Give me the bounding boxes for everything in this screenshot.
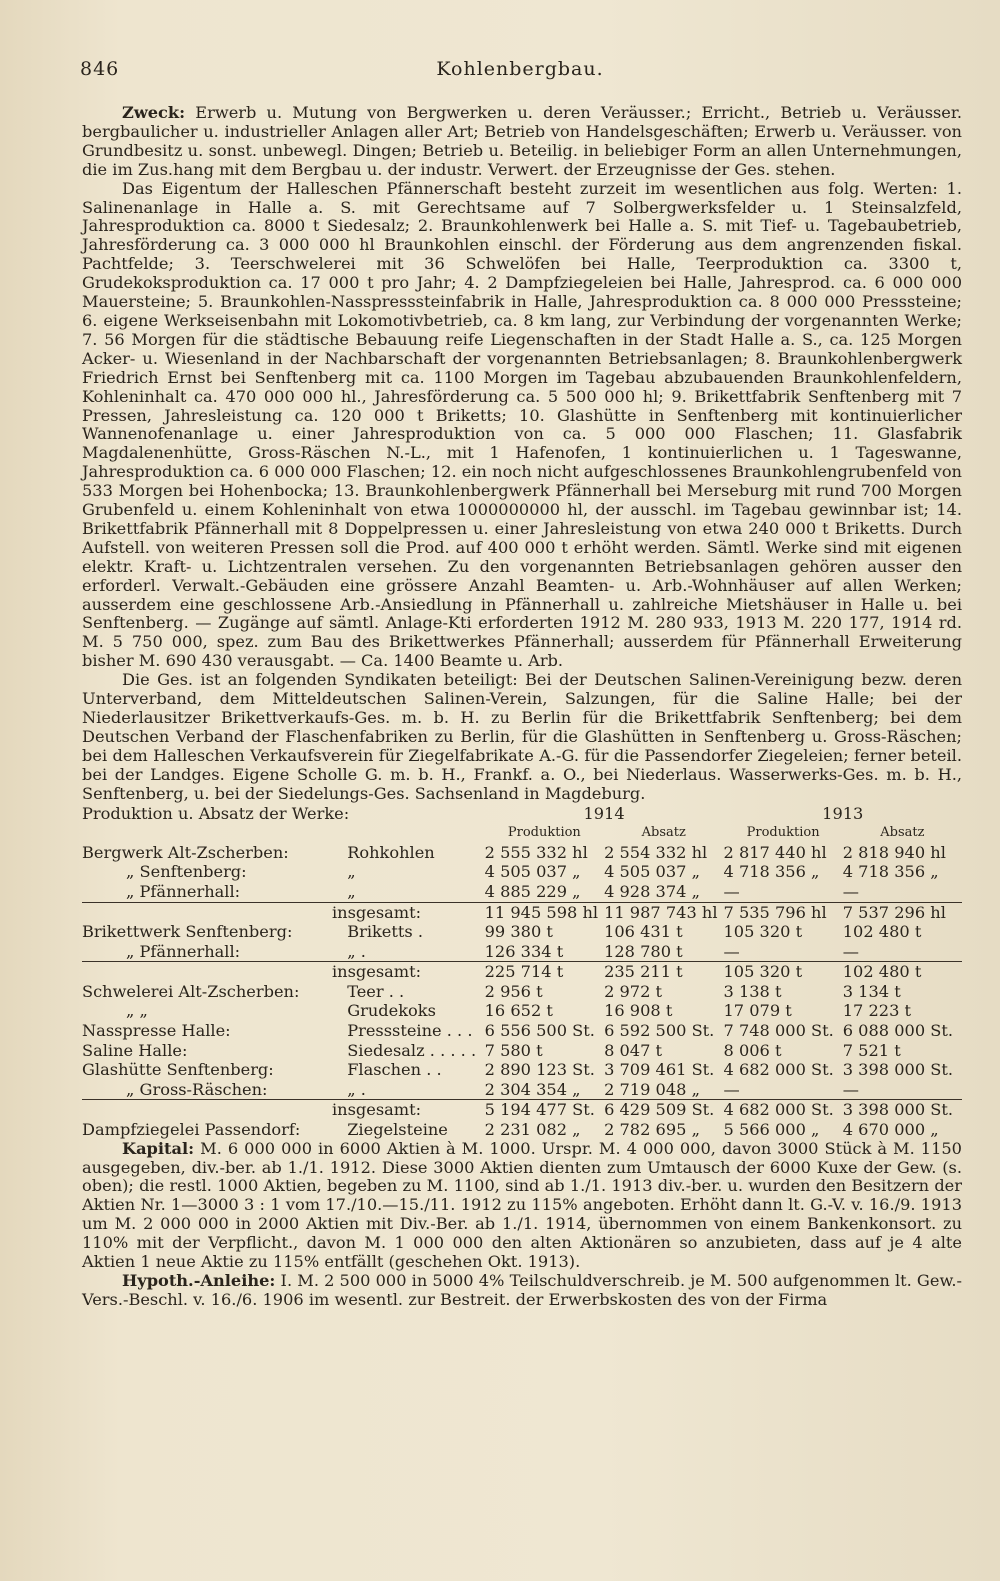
- value-produktion-1913: 5 566 000 „: [723, 1120, 820, 1140]
- value-absatz-1914: 6 592 500 St.: [604, 1021, 715, 1041]
- value-produktion-1914: 2 555 332 hl: [484, 842, 588, 862]
- value-absatz-1914: 4 505 037 „: [604, 862, 700, 882]
- col-produktion-1914: Produktion: [507, 825, 581, 841]
- value-produktion-1914: 99 380 t: [484, 922, 553, 942]
- table-row: [82, 862, 962, 882]
- value-absatz-1913: 17 223 t: [842, 1001, 912, 1021]
- value-produktion-1914: 2 956 t: [484, 981, 543, 1001]
- table-row: [82, 982, 962, 1002]
- production-heading: Produktion u. Absatz der Werke:: [82, 803, 350, 823]
- row-product: „ .: [347, 941, 366, 961]
- col-produktion-1913: Produktion: [746, 825, 820, 841]
- value-produktion-1914: 4 885 229 „: [484, 881, 581, 901]
- value-absatz-1914: 3 709 461 St.: [604, 1060, 715, 1080]
- production-subheading-row: [82, 823, 962, 843]
- value-produktion-1913: 2 817 440 hl: [723, 842, 827, 862]
- value-produktion-1913: 105 320 t: [724, 962, 843, 982]
- value-absatz-1913: 2 818 940 hl: [842, 842, 946, 862]
- row-product: Presssteine . . .: [347, 1021, 473, 1041]
- syndikate-paragraph: Die Ges. ist an folgenden Syndikaten beteiligt: Bei der Deutschen Salinen-Vereinigung bezw. deren Unterverband, dem Mitteldeutschen Salinen-Verein, Salzungen, für die Saline Halle; bei der Niederlausitzer Brikettverkaufs-Ges. m. b. H. zu Berlin für die Brikettfabrik Senftenberg; bei dem Deutschen Verband der Flaschenfabriken zu Berlin, für die Glashütten in Senftenberg u. Gross-Räschen; bei dem Halleschen Verkaufsverein für Ziegelfabrikate A.-G. für die Passendorfer Ziegeleien; ferner beteil. bei der Landges. Eigene Scholle G. m. b. H., Frankf. a. O., bei Niederlaus. Wasserwerks-Ges. m. b. H., Senftenberg, u. bei der Siedelungs-Ges. Sachsenland in Magdeburg.: [82, 670, 962, 803]
- value-produktion-1913: 4 718 356 „: [723, 862, 820, 882]
- table-row: [82, 1080, 962, 1100]
- value-produktion-1914: 2 231 082 „: [484, 1120, 581, 1140]
- value-produktion-1913: 4 682 000 St.: [723, 1060, 834, 1080]
- row-product: Flaschen . .: [347, 1060, 442, 1080]
- row-name: Bergwerk Alt-Zscherben:: [82, 842, 289, 862]
- page-body: [82, 104, 962, 1310]
- value-absatz-1913: 3 134 t: [842, 981, 901, 1001]
- hypoth-text: I. M. 2 500 000 in 5000 4% Teilschuldverschreib. je M. 500 aufgenommen lt. Gew.-Vers.-Beschl. v. 16./6. 1906 im wesentl. zur Bestreit. der Erwerbskosten des von der Firma: [82, 1270, 962, 1309]
- table-total-row: [82, 962, 962, 982]
- value-produktion-1914: 225 714 t: [485, 962, 604, 982]
- value-absatz-1913: —: [842, 881, 859, 901]
- kapital-label: Kapital:: [122, 1138, 195, 1158]
- value-absatz-1913: 4 718 356 „: [842, 862, 939, 882]
- value-produktion-1913: 105 320 t: [723, 922, 803, 942]
- row-name: Nasspresse Halle:: [82, 1021, 231, 1041]
- value-absatz-1914: 6 429 509 St.: [604, 1100, 723, 1120]
- value-absatz-1913: 7 537 296 hl: [843, 902, 962, 922]
- value-produktion-1914: 11 945 598 hl: [485, 902, 604, 922]
- year-1914: 1914: [583, 803, 625, 823]
- hypoth-label: Hypoth.-Anleihe:: [122, 1270, 276, 1290]
- value-absatz-1914: 235 211 t: [604, 962, 723, 982]
- value-absatz-1914: 2 782 695 „: [604, 1120, 700, 1140]
- row-name: Schwelerei Alt-Zscherben:: [82, 981, 300, 1001]
- value-produktion-1914: 5 194 477 St.: [485, 1100, 604, 1120]
- value-produktion-1914: 2 304 354 „: [484, 1079, 581, 1099]
- row-product: „: [347, 881, 356, 901]
- row-product: Briketts .: [347, 922, 423, 942]
- row-name: „ „: [126, 1001, 148, 1021]
- value-absatz-1913: 7 521 t: [842, 1040, 901, 1060]
- value-produktion-1914: 7 580 t: [484, 1040, 543, 1060]
- table-row: [82, 843, 962, 863]
- value-produktion-1914: 2 890 123 St.: [484, 1060, 595, 1080]
- value-absatz-1914: 2 972 t: [604, 981, 663, 1001]
- value-absatz-1913: 6 088 000 St.: [842, 1021, 954, 1041]
- production-heading-row: [82, 804, 962, 824]
- value-produktion-1913: 17 079 t: [723, 1001, 792, 1021]
- value-absatz-1914: 8 047 t: [604, 1040, 663, 1060]
- table-row: [82, 1041, 962, 1061]
- value-absatz-1914: 4 928 374 „: [604, 881, 700, 901]
- value-absatz-1913: 3 398 000 St.: [843, 1100, 962, 1120]
- value-absatz-1914: 16 908 t: [604, 1001, 673, 1021]
- kapital-paragraph: [82, 1140, 962, 1272]
- col-absatz-1914: Absatz: [641, 825, 686, 841]
- value-produktion-1913: —: [723, 941, 740, 961]
- row-product: Grudekoks: [347, 1001, 436, 1021]
- row-name: Brikettwerk Senftenberg:: [82, 922, 293, 942]
- year-1913: 1913: [822, 803, 864, 823]
- row-name: „ Senftenberg:: [126, 862, 247, 882]
- table-total-row: [82, 1100, 962, 1120]
- value-absatz-1913: 102 480 t: [843, 962, 962, 982]
- value-absatz-1913: —: [842, 941, 859, 961]
- value-absatz-1914: 106 431 t: [604, 922, 683, 942]
- row-name: „ Pfännerhall:: [126, 941, 241, 961]
- value-absatz-1914: 128 780 t: [604, 941, 683, 961]
- value-absatz-1914: 2 554 332 hl: [604, 842, 708, 862]
- value-absatz-1914: 2 719 048 „: [604, 1079, 700, 1099]
- page-header: [80, 58, 960, 90]
- value-produktion-1914: 6 556 500 St.: [484, 1021, 595, 1041]
- row-product: „: [347, 862, 356, 882]
- row-name: insgesamt:: [82, 962, 485, 982]
- row-name: „ Pfännerhall:: [126, 881, 241, 901]
- row-product: Rohkohlen: [347, 842, 435, 862]
- production-table: [82, 804, 962, 1140]
- value-produktion-1913: 8 006 t: [723, 1040, 782, 1060]
- row-name: Saline Halle:: [82, 1040, 188, 1060]
- running-head: Kohlenbergbau.: [436, 58, 604, 80]
- col-absatz-1913: Absatz: [880, 825, 925, 841]
- table-row: [82, 1120, 962, 1140]
- table-row: [82, 922, 962, 942]
- value-absatz-1914: 11 987 743 hl: [604, 902, 723, 922]
- value-produktion-1914: 4 505 037 „: [484, 862, 581, 882]
- table-row: [82, 882, 962, 902]
- value-absatz-1913: 3 398 000 St.: [842, 1060, 954, 1080]
- zweck-label: Zweck:: [122, 103, 186, 122]
- row-name: insgesamt:: [82, 1100, 485, 1120]
- value-produktion-1913: —: [723, 881, 740, 901]
- value-produktion-1913: 7 535 796 hl: [724, 902, 843, 922]
- value-produktion-1913: 7 748 000 St.: [723, 1021, 834, 1041]
- row-product: Teer . .: [347, 981, 405, 1001]
- value-absatz-1913: 4 670 000 „: [842, 1120, 939, 1140]
- row-name: Glashütte Senftenberg:: [82, 1060, 274, 1080]
- value-absatz-1913: —: [842, 1079, 859, 1099]
- row-product: Siedesalz . . . . .: [347, 1040, 477, 1060]
- row-product: „ .: [347, 1079, 366, 1099]
- row-name: insgesamt:: [82, 902, 485, 922]
- kapital-text: M. 6 000 000 in 6000 Aktien à M. 1000. Urspr. M. 4 000 000, davon 3000 Stück à M. 1150 ausgegeben, div.-ber. ab 1./1. 1912. Diese 3000 Aktien dienten zum Umtausch der 6000 Kuxe der Gew. (s. oben); die restl. 1000 Aktien, begeben zu M. 1100, sind ab 1./1. 1913 div.-ber. u. wurden den Besitzern der Aktien Nr. 1—3000 3 : 1 vom 17./10.—15./11. 1912 zu 115% angeboten. Erhöht dann lt. G.-V. v. 16./9. 1913 um M. 2 000 000 in 2000 Aktien mit Div.-Ber. ab 1./1. 1914, übernommen von einem Bankenkonsort. zu 110% mit der Verpflicht., davon M. 1 000 000 den alten Aktionären so anzubieten, dass auf je 4 alte Aktien 1 neue Aktie zu 115% entfällt (geschehen Okt. 1913).: [82, 1138, 962, 1272]
- page-number: 846: [80, 58, 120, 80]
- value-produktion-1914: 126 334 t: [484, 941, 564, 961]
- table-total-row: [82, 902, 962, 922]
- value-absatz-1913: 102 480 t: [842, 922, 922, 942]
- value-produktion-1913: —: [723, 1079, 740, 1099]
- row-name: Dampfziegelei Passendorf:: [82, 1120, 301, 1140]
- table-row: [82, 1060, 962, 1080]
- table-row: [82, 1021, 962, 1041]
- table-row: [82, 1001, 962, 1021]
- hypoth-paragraph: [82, 1272, 962, 1310]
- row-product: Ziegelsteine: [347, 1120, 448, 1140]
- zweck-text: Erwerb u. Mutung von Bergwerken u. deren Veräusser.; Erricht., Betrieb u. Veräusser. bergbaulicher u. industrieller Anlagen aller Art; Betrieb von Handelsgeschäften; Erwerb u. Veräusser. von Grundbesitz u. sonst. unbewegl. Dingen; Betrieb u. Beteilig. in beliebiger Form an allen Unternehmungen, die im Zus.hang mit dem Bergbau u. der industr. Verwert. der Erzeugnisse der Ges. stehen.: [82, 103, 962, 179]
- value-produktion-1913: 4 682 000 St.: [724, 1100, 843, 1120]
- zweck-paragraph: [82, 104, 962, 180]
- eigentum-paragraph: Das Eigentum der Halleschen Pfännerschaft besteht zurzeit im wesentlichen aus folg. Werten: 1. Salinenanlage in Halle a. S. mit Gerechtsame auf 7 Solbergwerksfelder u. 1 Steinsalzfeld, Jahresproduktion ca. 8000 t Siedesalz; 2. Braunkohlenwerk bei Halle a. S. mit Tief- u. Tagebaubetrieb, Jahresförderung ca. 3 000 000 hl Braunkohlen einschl. der Förderung aus dem angrenzenden fiskal. Pachtfelde; 3. Teerschwelerei mit 36 Schwelöfen bei Halle, Teerproduktion ca. 3300 t, Grudekoksproduktion ca. 17 000 t pro Jahr; 4. 2 Dampfziegeleien bei Halle, Jahresprod. ca. 6 000 000 Mauersteine; 5. Braunkohlen-Nasspresssteinfabrik in Halle, Jahresproduktion ca. 8 000 000 Presssteine; 6. eigene Werkseisenbahn mit Lokomotivbetrieb, ca. 8 km lang, zur Verbindung der vorgenannten Werke; 7. 56 Morgen für die städtische Bebauung reife Liegenschaften in der Stadt Halle a. S., ca. 125 Morgen Acker- u. Wiesenland in der Nachbarschaft der vorgenannten Betriebsanlagen; 8. Braunkohlenbergwerk Friedrich Ernst bei Senftenberg mit ca. 1100 Morgen im Tagebau abzubauenden Braunkohlenfeldern, Kohleninhalt ca. 470 000 000 hl., Jahresförderung ca. 5 500 000 hl; 9. Brikettfabrik Senftenberg mit 7 Pressen, Jahresleistung ca. 120 000 t Briketts; 10. Glashütte in Senftenberg mit kontinuierlicher Wannenofenanlage u. einer Jahresproduktion von ca. 5 000 000 Flaschen; 11. Glasfabrik Magdalenenhütte, Gross-Räschen N.-L., mit 1 Hafenofen, 1 kontinuierlichen u. 1 Tageswanne, Jahresproduktion ca. 6 000 000 Flaschen; 12. ein noch nicht aufgeschlossenes Braunkohlengrubenfeld von 533 Morgen bei Hohenbocka; 13. Braunkohlenbergwerk Pfännerhall bei Merseburg mit rund 700 Morgen Grubenfeld u. einem Kohleninhalt von etwa 1000000000 hl, der ausschl. im Tagebau gewinnbar ist; 14. Brikettfabrik Pfännerhall mit 8 Doppelpressen u. einer Jahresleistung von etwa 240 000 t Briketts. Durch Aufstell. von weiteren Pressen soll die Prod. auf 400 000 t erhöht werden. Sämtl. Werke sind mit eigenen elektr. Kraft- u. Lichtzentralen versehen. Zu den vorgenannten Betriebsanlagen gehören ausser den erforderl. Verwalt.-Gebäuden eine grössere Anzahl Beamten- u. Arb.-Wohnhäuser auf allen Werken; ausserdem eine geschlossene Arb.-Ansiedlung in Pfännerhall u. zahlreiche Mietshäuser in Halle u. bei Senftenberg. — Zugänge auf sämtl. Anlage-Kti erforderten 1912 M. 280 933, 1913 M. 220 177, 1914 rd. M. 5 750 000, spez. zum Bau des Brikettwerkes Pfännerhall; ausserdem für Pfännerhall Erweiterung bisher M. 690 430 verausgabt. — Ca. 1400 Beamte u. Arb.: [82, 178, 962, 671]
- value-produktion-1914: 16 652 t: [484, 1001, 553, 1021]
- row-name: „ Gross-Räschen:: [126, 1079, 268, 1099]
- value-produktion-1913: 3 138 t: [723, 981, 782, 1001]
- table-row: [82, 942, 962, 962]
